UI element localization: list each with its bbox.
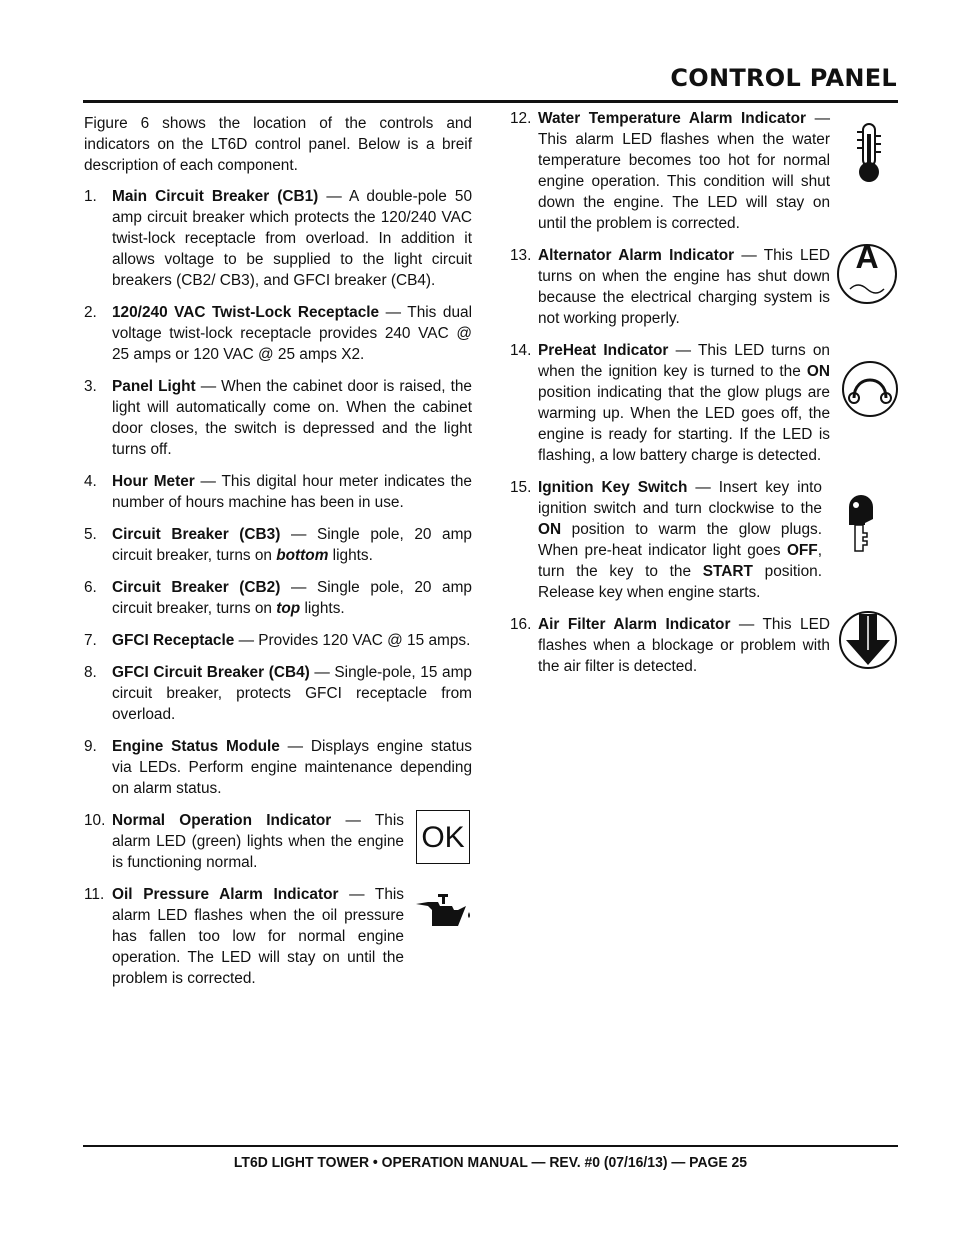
glow-plug-icon [840,360,900,418]
list-item-gfci-receptacle: 7. GFCI Receptacle — Provides 120 VAC @ 15 amps. [84,632,471,649]
list-item-ignition-key: 15. Ignition Key Switch — Insert key into ignition switch and turn clockwise to the ON position to warm the glow plugs. When pre-heat indicator light goes OFF, turn the key to the START position. Release key when engine starts. [510,477,898,603]
list-item-cb3: 5. Circuit Breaker (CB3) — Single pole, 20 amp circuit breaker, turns on bottom lights. [84,526,472,564]
list-item-preheat: 14. PreHeat Indicator — This LED turns on when the ignition key is turned to the ON position indicating that the glow plugs are warming up. When the LED goes off, the engine is ready for starting. If the LED is flashing, a low battery charge is detected. [510,340,898,466]
list-item-main-circuit-breaker: 1. Main Circuit Breaker (CB1) — A double-pole 50 amp circuit breaker which protects the 120/240 VAC twist-lock receptacle from overload. In addition it allows voltage to be supplied to the light circuit breakers (CB2/ CB3), and GFCI breaker (CB4). [84,188,473,289]
list-item-oil-pressure: 11. Oil Pressure Alarm Indicator — This alarm LED flashes when the oil pressure has fallen too low for normal engine operation. The LED will stay on until the problem is corrected. [84,884,472,989]
page-footer: LT6D LIGHT TOWER • OPERATION MANUAL — REV. #0 (07/16/13) — PAGE 25 [233,1154,748,1171]
thermometer-icon [855,122,885,184]
list-item-alternator: 13. Alternator Alarm Indicator — This LED turns on when the engine has shut down because the electrical charging system is not working properly. A [510,245,898,329]
footer-rule [83,1145,898,1147]
alternator-icon: A [836,243,898,305]
list-item-gfci-breaker: 8. GFCI Circuit Breaker (CB4) — Single-pole, 15 amp circuit breaker, protects GFCI receptacle from overload. [84,664,472,723]
page-title: CONTROL PANEL [670,64,897,92]
list-item-cb2: 6. Circuit Breaker (CB2) — Single pole, 20 amp circuit breaker, turns on top lights. [84,579,472,617]
intro-paragraph: Figure 6 shows the location of the controls and indicators on the LT6D control panel. Below is a breif description of each component. [84,115,472,174]
list-item-water-temp: 12. Water Temperature Alarm Indicator — This alarm LED flashes when the water temperature becomes too hot for normal engine operation. This condition will shut down the engine. The LED will stay on until the problem is corrected. [510,108,898,234]
list-item-air-filter: 16. Air Filter Alarm Indicator — This LED flashes when a blockage or problem with the air filter is detected. [510,614,898,677]
header-rule [83,100,898,103]
list-item-normal-operation: 10. Normal Operation Indicator — This alarm LED (green) lights when the engine is functioning normal. OK [84,810,472,873]
list-item-hour-meter: 4. Hour Meter — This digital hour meter indicates the number of hours machine has been in use. [84,473,472,511]
key-icon [845,493,877,553]
air-filter-icon [838,610,898,670]
ok-icon: OK [416,810,470,864]
right-column [510,108,898,688]
oil-can-icon [414,892,472,928]
list-item-panel-light: 3. Panel Light — When the cabinet door is raised, the light will automatically come on. When the cabinet door closes, the switch is depressed and the light turns off. [84,378,472,458]
left-column [84,113,472,1000]
list-item-engine-status-module: 9. Engine Status Module — Displays engine status via LEDs. Perform engine maintenance depending on alarm status. [84,738,472,797]
list-item-twist-lock-receptacle: 2. 120/240 VAC Twist-Lock Receptacle — This dual voltage twist-lock receptacle provides 240 VAC @ 25 amps or 120 VAC @ 25 amps X2. [84,304,472,363]
